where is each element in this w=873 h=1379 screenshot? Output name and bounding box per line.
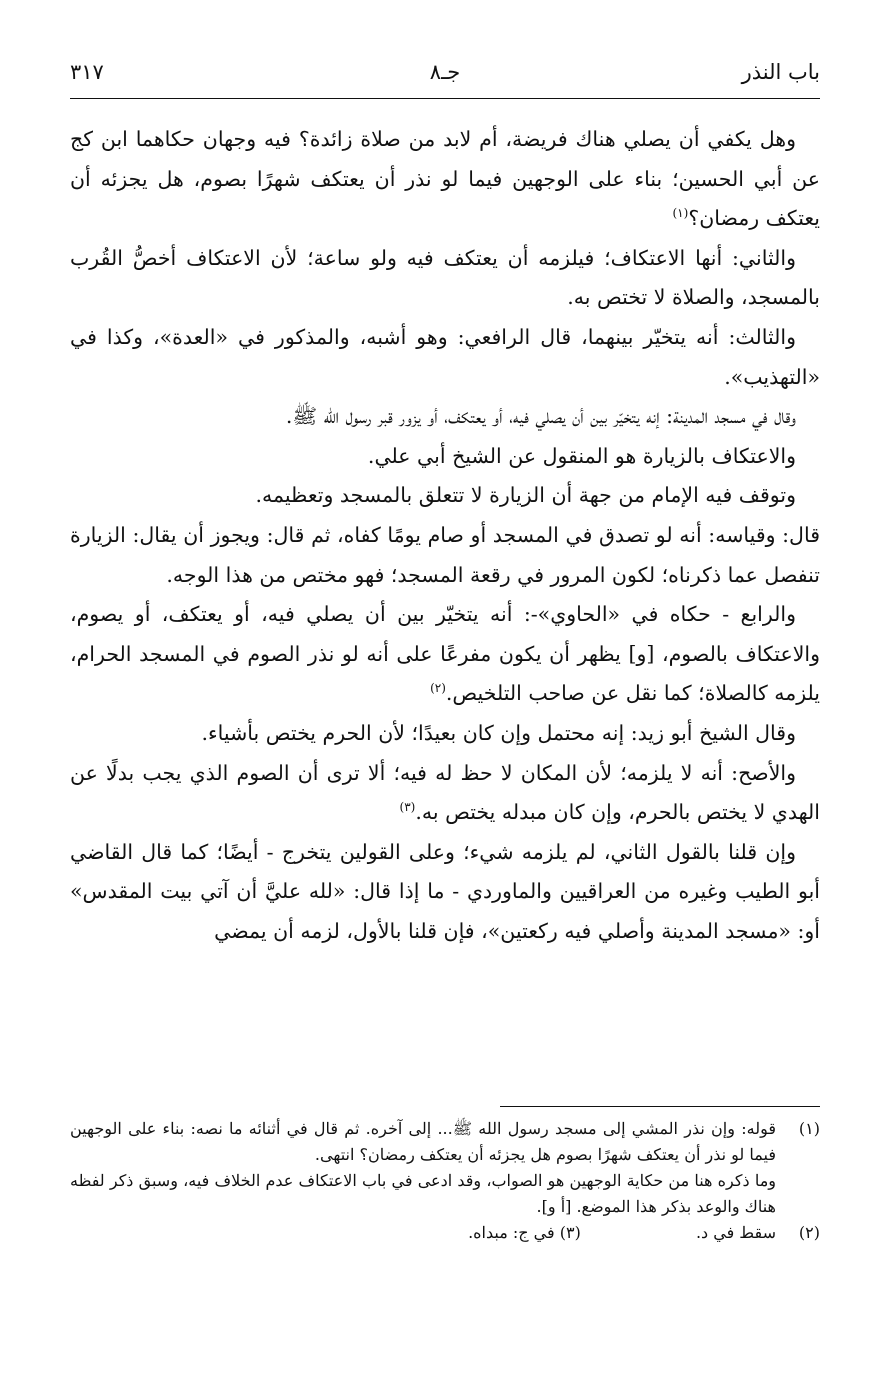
paragraph xyxy=(70,595,820,714)
paragraph: وتوقف فيه الإمام من جهة أن الزيارة لا تتعلق بالمسجد وتعظيمه. xyxy=(255,483,796,508)
page-number: ٣١٧ xyxy=(70,60,104,84)
footnote xyxy=(70,1116,820,1220)
paragraph-text: وهل يكفي أن يصلي هناك فريضة، أم لابد من صلاة زائدة؟ فيه وجهان حكاهما ابن كج عن أبي الحسين؛ بناء على الوجهين فيما لو نذر أن يعتكف شهرًا بصوم، هل يجزئه أن يعتكف رمضان؟ xyxy=(70,127,820,231)
paragraph-text: والرابع - حكاه في «الحاوي»-: أنه يتخيّر بين أن يصلي فيه، أو يعتكف، أو يصوم، والاعتكاف بالصوم، [و] يظهر أن يكون مفرعًا على أنه لو نذر الصوم في المسجد الحرام، يلزمه كالصلاة؛ كما نقل عن صاحب التلخيص. xyxy=(70,602,820,706)
page-header xyxy=(70,56,820,92)
paragraph: والثالث: أنه يتخيّر بينهما، قال الرافعي: وهو أشبه، والمذكور في «العدة»، وكذا في «التهذيب». xyxy=(70,324,820,389)
paragraph: قال: وقياسه: أنه لو تصدق في المسجد أو صام يومًا كفاه، ثم قال: ويجوز أن يقال: الزيارة تنفصل عما ذكرناه؛ لكون المرور في رقعة المسجد؛ فهو مختص من هذا الوجه. xyxy=(70,522,820,587)
footnote-divider xyxy=(500,1106,820,1107)
header-divider xyxy=(70,98,820,99)
footnotes xyxy=(70,1116,820,1246)
footnote-number: (٣) xyxy=(559,1223,581,1242)
paragraph: وقال الشيخ أبو زيد: إنه محتمل وإن كان بعيدًا؛ لأن الحرم يختص بأشياء. xyxy=(201,720,796,745)
paragraph: وإن قلنا بالقول الثاني، لم يلزمه شيء؛ وعلى القولين يتخرج - أيضًا؛ كما قال القاضي أبو الطيب وغيره من العراقيين والماوردي - ما إذا قال: «لله عليَّ أن آتي بيت المقدس» أو: «مسجد المدينة وأصلي فيه ركعتين»، فإن قلنا بالأول، لزمه أن يمضي xyxy=(70,839,820,943)
footnote-text: قوله: وإن نذر المشي إلى مسجد رسول الله ﷺ... إلى آخره. ثم قال في أثنائه ما نصه: بناء على الوجهين فيما لو نذر أن يعتكف شهرًا بصوم هل يجزئه أن يعتكف رمضان؟ انتهى. xyxy=(70,1119,776,1164)
footnote-marker: (٢) xyxy=(430,681,446,696)
chapter-title: باب النذر xyxy=(741,60,820,84)
volume-label: جـ٨ xyxy=(429,60,461,84)
footnote-text: وما ذكره هنا من حكاية الوجهين هو الصواب، وقد ادعى في باب الاعتكاف عدم الخلاف فيه، وسبق ذكر لفظه هناك والوعد بذكر هذا الموضع. [أ و]. xyxy=(70,1171,776,1216)
footnote-number: (١) xyxy=(798,1119,820,1138)
main-text xyxy=(70,120,820,951)
paragraph: والاعتكاف بالزيارة هو المنقول عن الشيخ أبي علي. xyxy=(367,443,796,468)
paragraph: والثاني: أنها الاعتكاف؛ فيلزمه أن يعتكف فيه ولو ساعة؛ لأن الاعتكاف أخصُّ القُرب بالمسجد، والصلاة لا تختص به. xyxy=(70,245,820,310)
paragraph xyxy=(70,754,820,833)
paragraph-text: والأصح: أنه لا يلزمه؛ لأن المكان لا حظ له فيه؛ ألا ترى أن الصوم الذي يجب بدلًا عن الهدي لا يختص بالحرم، وإن كان مبدله يختص به. xyxy=(70,760,820,825)
footnote-row xyxy=(70,1220,820,1246)
footnote-marker: (٣) xyxy=(399,800,416,815)
paragraph: وقال في مسجد المدينة: إنه يتخيّر بين أن يصلي فيه، أو يعتكف، أو يزور قبر رسول الله ﷺ. xyxy=(285,404,796,429)
footnote-number: (٢) xyxy=(798,1223,820,1242)
paragraph xyxy=(70,120,820,239)
footnote-text: سقط في د. xyxy=(695,1223,776,1242)
footnote-text: في ج: مبداه. xyxy=(468,1223,555,1242)
footnote-marker: (١) xyxy=(672,206,689,221)
